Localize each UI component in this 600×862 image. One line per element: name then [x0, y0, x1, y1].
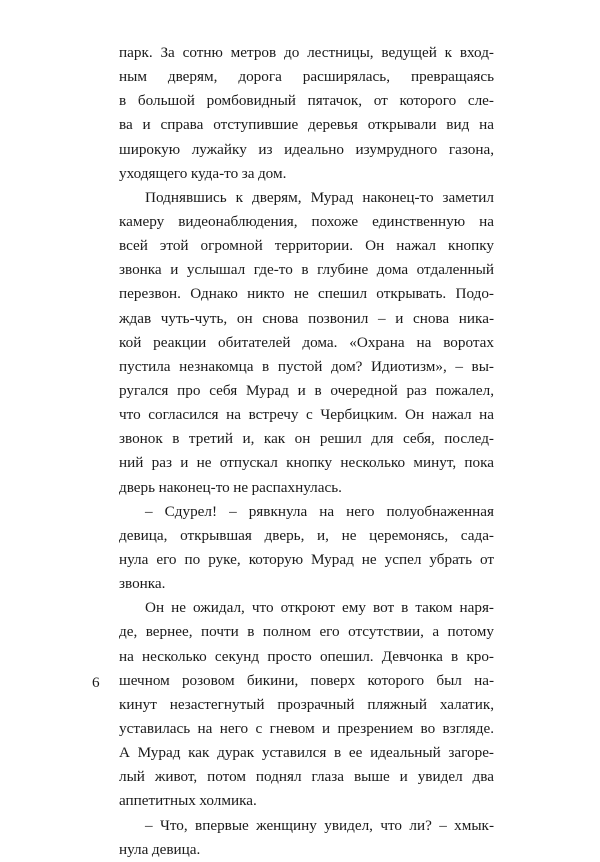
text-line: кой реакции обитателей дома. «Охрана на воротах	[119, 333, 494, 351]
text-line: Поднявшись к дверям, Мурад наконец-то заметил	[145, 188, 494, 206]
text-line: кинут незастегнутый прозрачный пляжный халатик,	[119, 695, 494, 713]
text-line: звонка.	[119, 575, 166, 593]
text-line: ва и справа отступившие деревья открывали вид на	[119, 116, 494, 134]
text-line: звонок в третий и, как он решил для себя, послед-	[119, 430, 494, 448]
text-line: де, вернее, почти в полном его отсутствии, а потому	[119, 623, 494, 641]
text-line: ний раз и не отпускал кнопку несколько минут, пока	[119, 454, 494, 472]
text-line: аппетитных холмика.	[119, 792, 257, 810]
paragraph	[119, 186, 494, 500]
text-line: звонка и услышал где-то в глубине дома отдаленный	[119, 261, 494, 279]
text-line: что согласился на встречу с Чербицким. Он нажал на	[119, 406, 494, 424]
text-line: ждав чуть-чуть, он снова позвонил – и снова ника-	[119, 309, 494, 327]
text-line: парк. За сотню метров до лестницы, ведущей к вход-	[119, 44, 494, 61]
text-line: всей этой огромной территории. Он нажал кнопку	[119, 237, 494, 255]
text-line: А Мурад как дурак уставился в ее идеальный загоре-	[119, 744, 494, 762]
text-line: перезвон. Однако никто не спешил открывать. Подо-	[119, 285, 494, 303]
text-line: шечном розовом бикини, поверх которого был на-	[119, 671, 494, 689]
text-line: девица, открывшая дверь, и, не церемонясь, сада-	[119, 526, 494, 544]
text-line: лый живот, потом поднял глаза выше и увидел два	[119, 768, 494, 786]
paragraph	[119, 500, 494, 597]
text-line: – Сдурел! – рявкнула на него полуобнаженная	[145, 502, 494, 520]
text-line: нула его по руке, которую Мурад не успел убрать от	[119, 550, 494, 568]
text-line: ругался про себя Мурад и в очередной раз пожалел,	[119, 381, 494, 399]
text-line: ным дверям, дорога расширялась, превращаясь	[119, 68, 494, 86]
paragraph	[119, 814, 494, 862]
paragraph	[119, 41, 494, 186]
text-line: нула девица.	[119, 840, 201, 858]
text-line: в большой ромбовидный пятачок, от которого сле-	[119, 92, 494, 110]
text-line: дверь наконец-то не распахнулась.	[119, 478, 342, 496]
text-line: камеру видеонаблюдения, похоже единственную на	[119, 212, 494, 230]
paragraph	[119, 596, 494, 813]
text-line: – Что, впервые женщину увидел, что ли? – хмык-	[145, 816, 494, 834]
text-line: уходящего куда-то за дом.	[119, 164, 287, 182]
text-line: Он не ожидал, что откроют ему вот в таком наря-	[145, 599, 494, 617]
text-line: на несколько секунд просто опешил. Девчонка в кро-	[119, 647, 494, 665]
page-number: 6	[92, 674, 100, 691]
text-line: уставилась на него с гневом и презрением во взгляде.	[119, 719, 494, 737]
text-line: пустила незнакомца в пустой дом? Идиотизм», – вы-	[119, 357, 494, 375]
body-text	[119, 41, 494, 862]
text-line: широкую лужайку из идеально изумрудного газона,	[119, 140, 494, 158]
